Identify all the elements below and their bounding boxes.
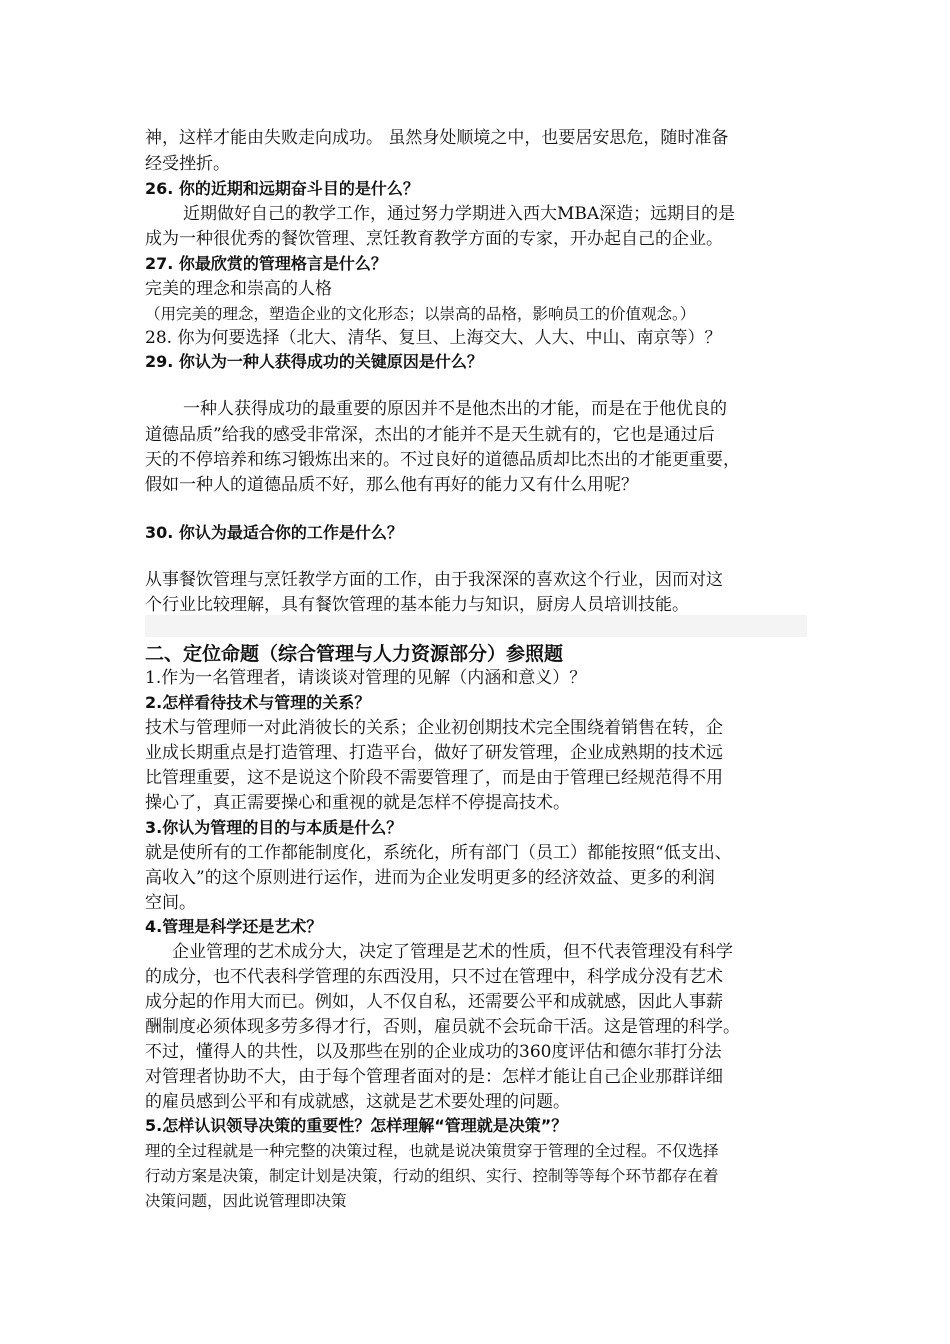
answer-text: 天的不停培养和练习锻炼出来的。不过良好的道德品质却比杰出的才能更重要， [145,450,740,470]
answer-text: 理的全过程就是一种完整的决策过程，也就是说决策贯穿于管理的全过程。不仅选择 [145,1142,719,1160]
answer-text: 完美的理念和崇高的人格 [145,279,332,299]
answer-text: 决策问题，因此说管理即决策 [145,1192,347,1210]
answer-text: 假如一种人的道德品质不好，那么他有再好的能力又有什么用呢？ [145,475,638,495]
answer-text: 高收入”的这个原则进行运作，进而为企业发明更多的经济效益、更多的利润 [145,868,715,888]
question-heading: 3.你认为管理的目的与本质是什么？ [145,818,403,837]
answer-text: 个行业比较理解，具有餐饮管理的基本能力与知识，厨房人员培训技能。 [145,595,689,615]
body-text: 经受挫折。 [145,154,230,174]
answer-text: 业成长期重点是打造管理、打造平台，做好了研发管理，企业成熟期的技术远 [145,743,723,763]
answer-text: 操心了，真正需要操心和重视的就是怎样不停提高技术。 [145,793,570,813]
question-text: 28. 你为何要选择（北大、清华、复旦、上海交大、人大、中山、南京等）？ [145,328,722,348]
answer-text: 技术与管理师一对此消彼长的关系；企业初创期技术完全围绕着销售在转，企 [145,718,723,738]
answer-text: 空间。 [145,893,196,913]
answer-text: 的成分，也不代表科学管理的东西没用，只不过在管理中，科学成分没有艺术 [145,967,723,987]
question-heading: 4.管理是科学还是艺术？ [145,917,323,936]
question-heading: 2.怎样看待技术与管理的关系？ [145,693,371,712]
question-text: 1.作为一名管理者，请谈谈对管理的见解（内涵和意义）？ [145,668,587,688]
section-heading: 二、定位命题（综合管理与人力资源部分）参照题 [145,643,564,665]
question-heading: 5.怎样认识领导决策的重要性？怎样理解“管理就是决策”？ [145,1116,568,1135]
question-heading: 26. 你的近期和远期奋斗目的是什么？ [145,179,419,198]
answer-note: （用完美的理念，塑造企业的文化形态；以崇高的品格，影响员工的价值观念。） [145,305,696,323]
answer-text: 一种人获得成功的最重要的原因并不是他杰出的才能，而是在于他优良的 [183,399,727,419]
answer-text: 比管理重要，这不是说这个阶段不需要管理了，而是由于管理已经规范得不用 [145,768,723,788]
answer-text: 成分起的作用大而已。例如，人不仅自私，还需要公平和成就感，因此人事薪 [145,992,723,1012]
answer-text: 的雇员感到公平和有成就感，这就是艺术要处理的问题。 [145,1092,570,1112]
answer-text: 不过，懂得人的共性，以及那些在别的企业成功的360度评估和德尔菲打分法 [145,1042,722,1062]
answer-text: 就是使所有的工作都能制度化，系统化，所有部门（员工）都能按照“低支出、 [145,843,732,863]
question-heading: 30. 你认为最适合你的工作是什么？ [145,523,403,542]
section-divider-band [145,615,807,637]
question-heading: 27. 你最欣赏的管理格言是什么？ [145,254,387,273]
body-text: 神，这样才能由失败走向成功。 虽然身处顺境之中，也要居安思危，随时准备 [145,128,729,148]
answer-text: 道德品质”给我的感受非常深，杰出的才能并不是天生就有的，它也是通过后 [145,425,715,445]
answer-text: 从事餐饮管理与烹饪教学方面的工作，由于我深深的喜欢这个行业，因而对这 [145,570,723,590]
answer-text: 成为一种很优秀的餐饮管理、烹饪教育教学方面的专家，开办起自己的企业。 [145,229,723,249]
answer-text: 行动方案是决策，制定计划是决策，行动的组织、实行、控制等等每个环节都存在着 [145,1167,719,1185]
answer-text: 近期做好自己的教学工作，通过努力学期进入西大MBA深造；远期目的是 [183,204,736,224]
answer-text: 酬制度必须体现多劳多得才行，否则，雇员就不会玩命干活。这是管理的科学。 [145,1017,740,1037]
question-heading: 29. 你认为一种人获得成功的关键原因是什么？ [145,352,483,371]
answer-text: 企业管理的艺术成分大，决定了管理是艺术的性质，但不代表管理没有科学 [172,942,733,962]
answer-text: 对管理者协助不大，由于每个管理者面对的是：怎样才能让自己企业那群详细 [145,1067,723,1087]
